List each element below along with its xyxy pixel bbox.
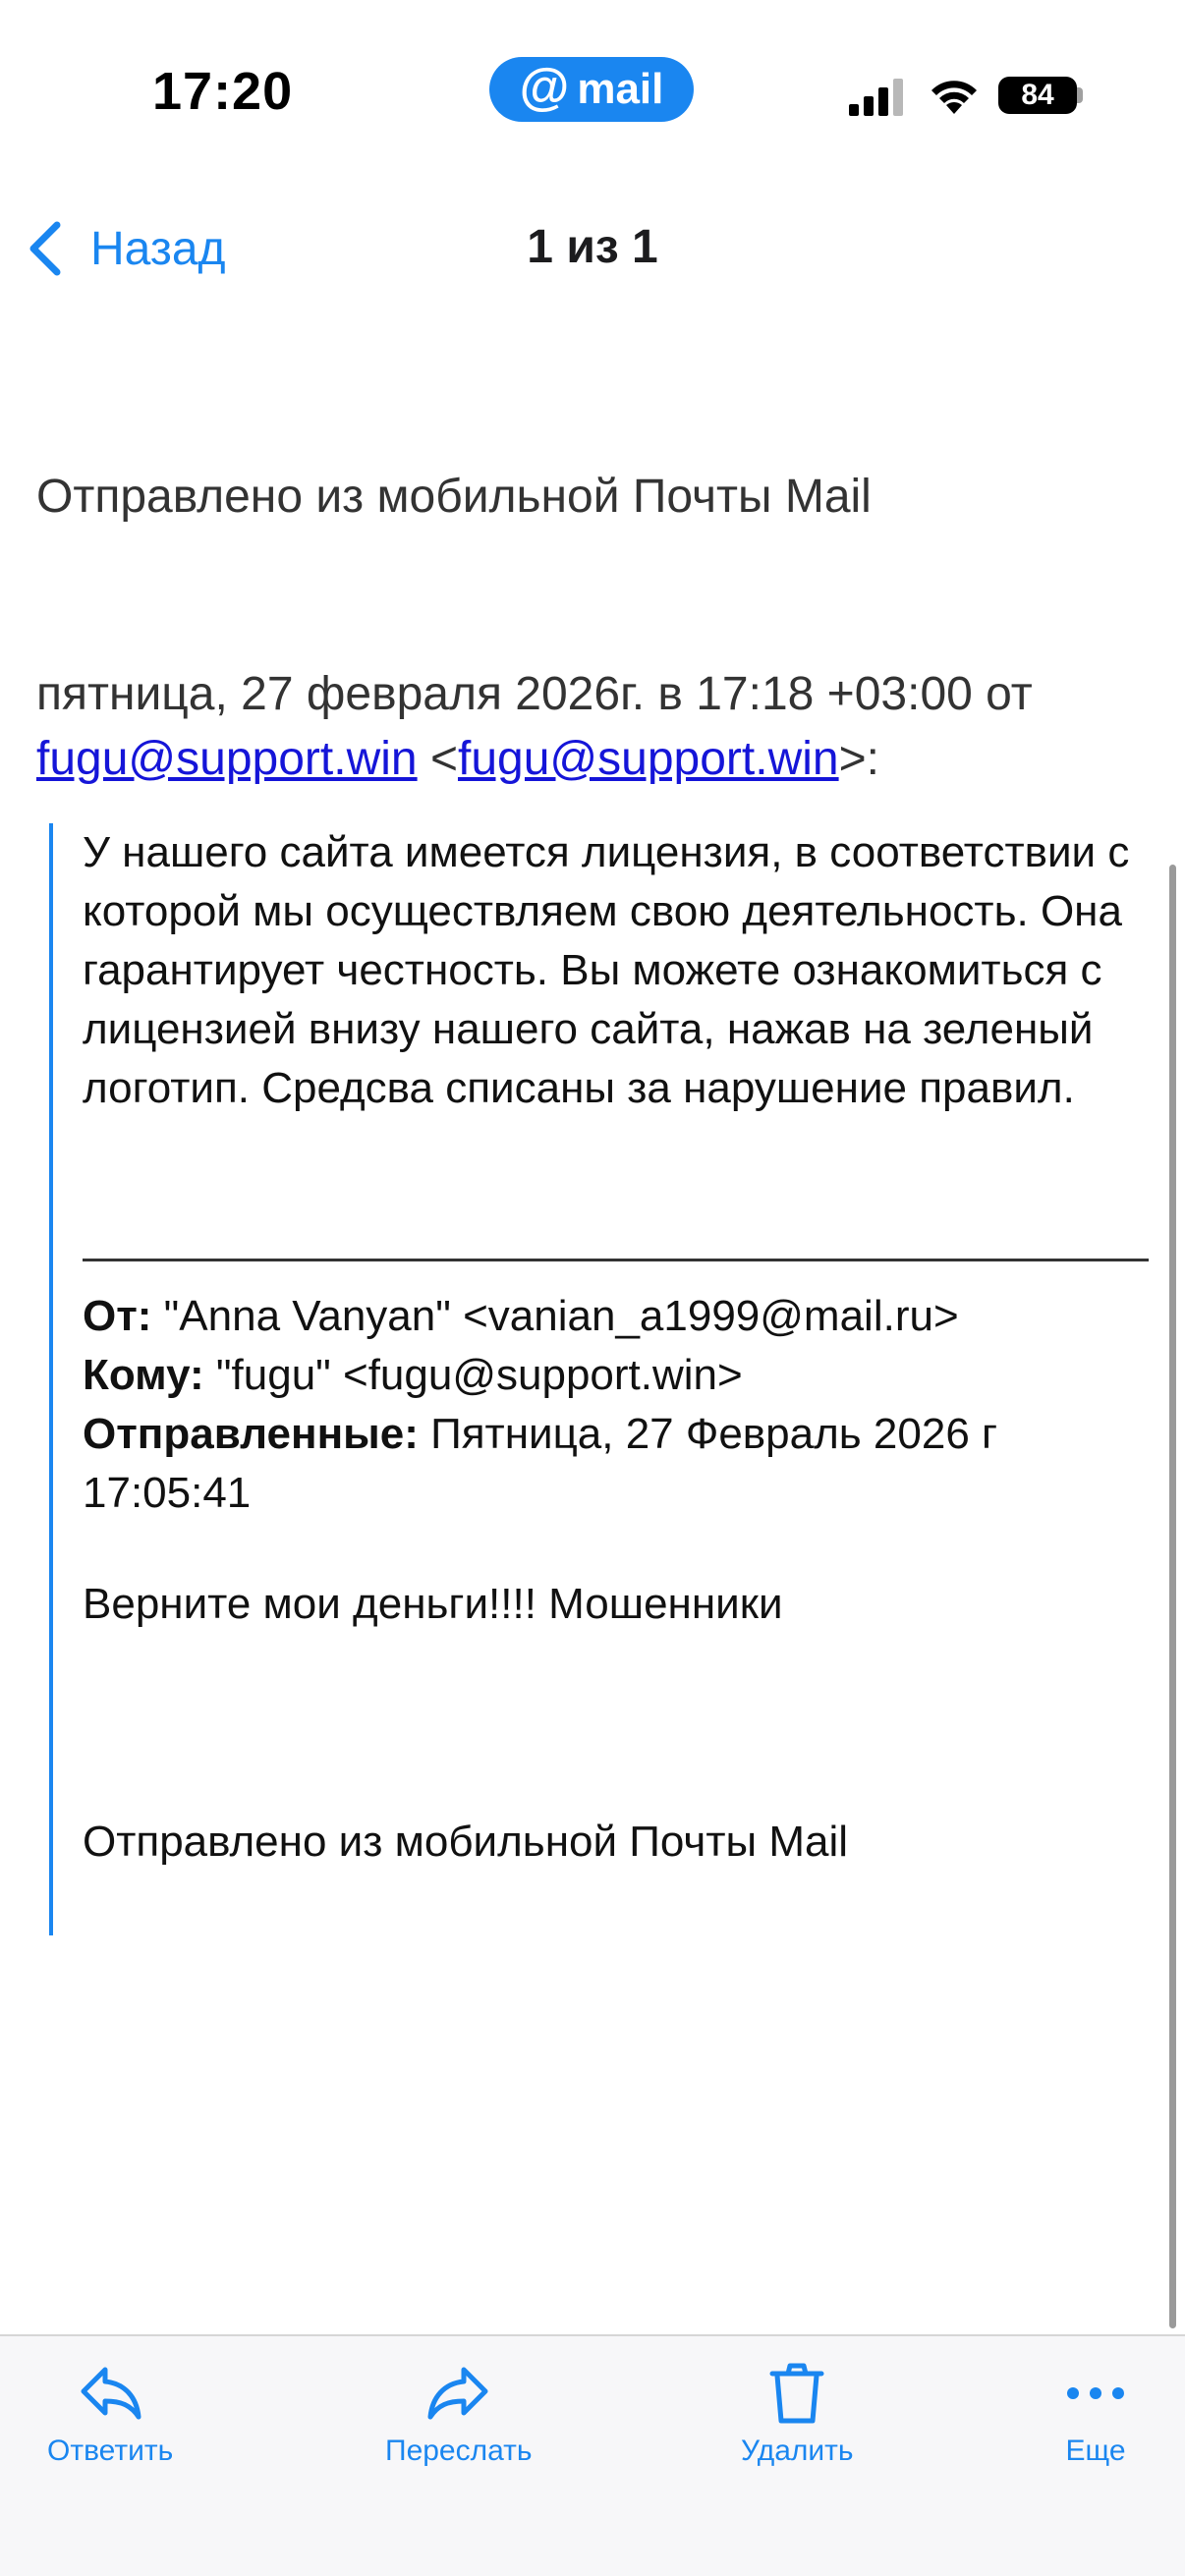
scrollbar[interactable] [1169,865,1176,2328]
from-label: От: [83,1292,152,1340]
trash-icon [764,2362,829,2425]
sent-label: Отправленные: [83,1410,419,1458]
mail-app-pill[interactable] [489,57,694,122]
original-message-meta [83,1287,1163,1523]
battery-icon [998,77,1077,114]
original-signature-text: Отправлено из мобильной Почты Mail [83,1818,849,1866]
bottom-toolbar [0,2334,1185,2576]
delete-button[interactable] [741,2362,854,2468]
from-row [83,1287,1163,1346]
at-icon: @ [519,59,570,116]
signature-text: Отправлено из мобильной Почты Mail [36,471,872,523]
sent-value: Пятница, 27 Февраль 2026 г 17:05:41 [83,1410,998,1517]
delete-label: Удалить [741,2435,854,2467]
divider [83,1259,1149,1261]
sent-row [83,1405,1163,1523]
quote-header [36,662,1166,792]
quoted-reply-text: У нашего сайта имеется лицензия, в соответствии с которой мы осуществляем свою деятельность. Она гарантирует честность. Вы можете ознакомиться с лицензией внизу нашего сайта, нажав на зеленый логотип. Средсва списаны за нарушение правил. [83,828,1130,1112]
sender-email-link[interactable]: fugu@support.win [36,733,418,785]
to-row [83,1346,1163,1405]
back-label: Назад [90,222,226,275]
reply-label: Ответить [47,2435,174,2467]
more-label: Еще [1065,2435,1126,2467]
from-value: "Anna Vanyan" <vanian_a1999@mail.ru> [163,1292,959,1340]
signal-icon [849,79,904,116]
more-icon [1063,2362,1128,2425]
to-value: "fugu" <fugu@support.win> [215,1351,743,1399]
quote-header-date: пятница, 27 февраля 2026г. в 17:18 +03:00 от [36,668,1033,720]
reply-button[interactable] [47,2362,173,2468]
more-button[interactable] [1063,2362,1128,2468]
page-title: 1 из 1 [527,221,658,273]
battery-tip [1077,87,1083,103]
angle-open: < [429,733,458,785]
forward-icon [426,2362,491,2425]
sender-email-link-2[interactable]: fugu@support.win [457,733,839,785]
status-bar [0,0,1185,187]
angle-close: >: [838,733,879,785]
status-time: 17:20 [152,62,294,121]
original-body-text: Верните мои деньги!!!! Мошенники [83,1580,783,1628]
to-label: Кому: [83,1351,204,1399]
quote-bar [49,823,53,1935]
forward-label: Переслать [385,2435,533,2467]
reply-icon [78,2362,142,2425]
wifi-icon [928,75,981,114]
mail-pill-label: mail [577,65,664,113]
forward-button[interactable] [385,2362,533,2468]
battery-level: 84 [1021,79,1054,111]
